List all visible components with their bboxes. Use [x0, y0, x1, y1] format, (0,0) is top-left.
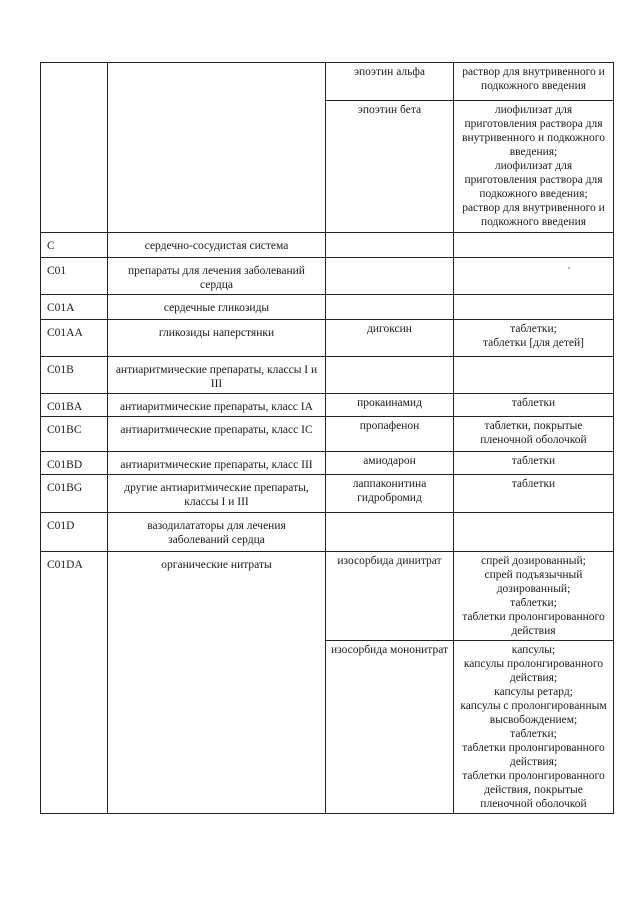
atc-code-cell: C01AA — [41, 320, 108, 357]
dosage-form-line: капсулы с пролонгированным — [460, 700, 607, 712]
dosage-form-line: пленочной оболочкой — [480, 434, 587, 446]
anatomical-therapeutic-group-cell — [108, 357, 326, 394]
atc-code-cell — [41, 101, 108, 233]
anatomical-therapeutic-group-cell — [108, 295, 326, 320]
dosage-form-cell — [454, 552, 614, 641]
dosage-form-line: лиофилизат для — [494, 104, 573, 116]
group-text-line: органические нитраты — [161, 559, 272, 571]
anatomical-therapeutic-group-cell — [108, 552, 326, 641]
drug-classification-table — [40, 62, 614, 814]
scan-speck — [568, 267, 570, 269]
dosage-form-cell — [454, 394, 614, 417]
group-text-line: антиаритмические препараты, класс III — [120, 459, 313, 471]
drug-name-cell: изосорбида мононитрат — [326, 641, 454, 814]
atc-code-cell: C01BA — [41, 394, 108, 417]
dosage-form-line: подкожного введения — [480, 80, 587, 92]
drug-name-cell — [326, 513, 454, 552]
table-row — [41, 452, 614, 475]
dosage-form-cell — [454, 320, 614, 357]
group-text-line: вазодилататоры для лечения — [147, 520, 286, 532]
group-text-line: III — [210, 378, 223, 390]
atc-code-cell: C01D — [41, 513, 108, 552]
atc-code-cell: C01 — [41, 258, 108, 295]
table-row — [41, 394, 614, 417]
dosage-form-line: таблетки — [511, 397, 556, 409]
dosage-form-line: высвобождением; — [489, 714, 578, 726]
drug-name-cell: амиодарон — [326, 452, 454, 475]
dosage-form-line: таблетки; — [510, 597, 557, 609]
table-row — [41, 63, 614, 101]
dosage-form-line: пленочной оболочкой — [480, 798, 587, 810]
anatomical-therapeutic-group-cell — [108, 475, 326, 513]
atc-code-cell: C01A — [41, 295, 108, 320]
group-text-line: сердечно-сосудистая система — [144, 240, 289, 252]
dosage-form-line: таблетки; — [510, 323, 557, 335]
dosage-form-line: таблетки пролонгированного — [462, 770, 605, 782]
drug-name-cell: пропафенон — [326, 417, 454, 452]
group-text-line: гликозиды наперстянки — [158, 327, 275, 339]
group-text-line: антиаритмические препараты, классы I и — [115, 364, 318, 376]
dosage-form-cell — [454, 641, 614, 814]
group-text-line: сердца — [199, 279, 234, 291]
drug-name-cell: эпоэтин бета — [326, 101, 454, 233]
dosage-form-line: таблетки; — [510, 728, 557, 740]
atc-code-cell: C01BC — [41, 417, 108, 452]
atc-code-cell: C — [41, 233, 108, 258]
anatomical-therapeutic-group-cell — [108, 513, 326, 552]
atc-code-cell: C01BD — [41, 452, 108, 475]
dosage-form-line: таблетки, покрытые — [484, 420, 583, 432]
dosage-form-line: раствор для внутривенного и — [462, 202, 605, 214]
anatomical-therapeutic-group-cell — [108, 641, 326, 814]
dosage-form-line: таблетки — [511, 478, 556, 490]
drug-name-cell: эпоэтин альфа — [326, 63, 454, 101]
dosage-form-line: подкожного введения; — [479, 188, 588, 200]
atc-code-cell: C01DA — [41, 552, 108, 641]
anatomical-therapeutic-group-cell — [108, 417, 326, 452]
drug-name-cell: изосорбида динитрат — [326, 552, 454, 641]
atc-code-cell: C01BG — [41, 475, 108, 513]
dosage-form-cell — [454, 233, 614, 258]
dosage-form-line: внутривенного и подкожного — [462, 132, 605, 144]
dosage-form-line: спрей подъязычный — [484, 569, 583, 581]
anatomical-therapeutic-group-cell — [108, 101, 326, 233]
dosage-form-line: таблетки — [511, 455, 556, 467]
drug-name-cell — [326, 258, 454, 295]
table-row — [41, 101, 614, 233]
dosage-form-cell — [454, 101, 614, 233]
table-row — [41, 417, 614, 452]
dosage-form-line: действия — [511, 625, 556, 637]
dosage-form-line: капсулы пролонгированного — [463, 658, 604, 670]
drug-name-cell: дигоксин — [326, 320, 454, 357]
table-row — [41, 295, 614, 320]
table-row — [41, 357, 614, 394]
table-row — [41, 475, 614, 513]
atc-code-cell — [41, 641, 108, 814]
dosage-form-line: капсулы ретард; — [494, 686, 573, 698]
drug-name-cell: лаппаконитина гидробромид — [326, 475, 454, 513]
dosage-form-line: введения; — [509, 146, 558, 158]
group-text-line: антиаритмические препараты, класс IA — [120, 401, 313, 413]
anatomical-therapeutic-group-cell — [108, 63, 326, 101]
dosage-form-line: дозированный; — [496, 583, 571, 595]
anatomical-therapeutic-group-cell — [108, 394, 326, 417]
group-text-line: антиаритмические препараты, класс IC — [120, 424, 313, 436]
dosage-form-cell — [454, 513, 614, 552]
anatomical-therapeutic-group-cell — [108, 452, 326, 475]
table-row — [41, 552, 614, 641]
dosage-form-cell — [454, 258, 614, 295]
dosage-form-cell — [454, 475, 614, 513]
table-row — [41, 320, 614, 357]
dosage-form-line: лиофилизат для — [494, 160, 573, 172]
table-row — [41, 513, 614, 552]
atc-code-cell: C01B — [41, 357, 108, 394]
drug-name-cell — [326, 357, 454, 394]
dosage-form-line: раствор для внутривенного и — [462, 66, 605, 78]
dosage-form-line: таблетки пролонгированного — [462, 742, 605, 754]
dosage-form-line: действия, покрытые — [484, 784, 583, 796]
dosage-form-cell — [454, 417, 614, 452]
dosage-form-line: действия; — [509, 672, 558, 684]
dosage-form-line: приготовления раствора для — [464, 118, 603, 130]
table-row — [41, 258, 614, 295]
atc-code-cell — [41, 63, 108, 101]
drug-name-cell — [326, 295, 454, 320]
dosage-form-line: спрей дозированный; — [481, 555, 586, 567]
group-text-line: другие антиаритмические препараты, — [124, 482, 309, 494]
anatomical-therapeutic-group-cell — [108, 258, 326, 295]
dosage-form-cell — [454, 63, 614, 101]
anatomical-therapeutic-group-cell — [108, 320, 326, 357]
group-text-line: сердечные гликозиды — [163, 302, 270, 314]
group-text-line: препараты для лечения заболеваний — [128, 265, 305, 277]
table-row — [41, 641, 614, 814]
dosage-form-cell — [454, 357, 614, 394]
dosage-form-line: подкожного введения — [480, 216, 587, 228]
group-text-line: классы I и III — [184, 496, 249, 508]
dosage-form-line: таблетки пролонгированного — [462, 611, 605, 623]
drug-name-cell: прокаинамид — [326, 394, 454, 417]
group-text-line: заболеваний сердца — [168, 534, 265, 546]
dosage-form-line: капсулы; — [511, 644, 556, 656]
drug-name-cell — [326, 233, 454, 258]
dosage-form-line: таблетки [для детей] — [483, 337, 584, 349]
dosage-form-cell — [454, 295, 614, 320]
dosage-form-line: приготовления раствора для — [464, 174, 603, 186]
dosage-form-cell — [454, 452, 614, 475]
table-row — [41, 233, 614, 258]
dosage-form-line: действия; — [509, 756, 558, 768]
anatomical-therapeutic-group-cell — [108, 233, 326, 258]
